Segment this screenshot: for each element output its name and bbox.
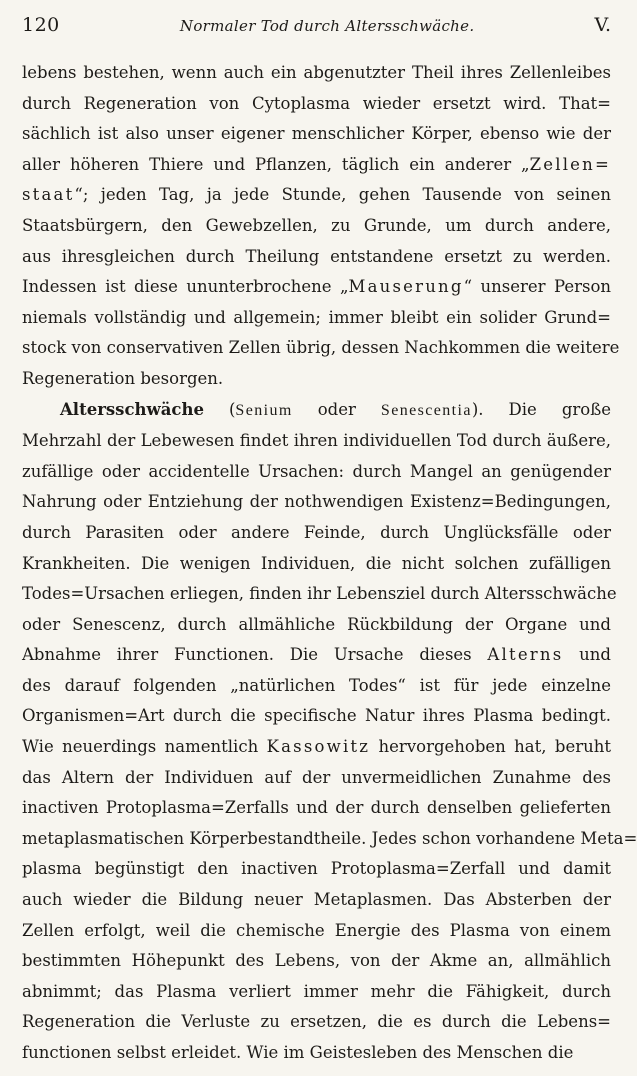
text-segment: ). Die große — [471, 399, 611, 419]
text-line — [22, 854, 611, 885]
page-number: 120 — [22, 14, 60, 36]
text-segment: auch wieder die Bildung neuer Metaplasmen. Das Absterben der — [22, 890, 611, 910]
text-segment: lebens bestehen, wenn auch ein abgenutzter Theil ihres Zellenleibes — [22, 63, 611, 82]
text-segment: durch Parasiten oder andere Feinde, durch Unglücksfälle oder — [22, 522, 611, 542]
text-line — [22, 364, 611, 395]
text-segment: functionen selbst erleidet. Wie im Geistesleben des Menschen die — [22, 1043, 574, 1062]
text-segment: Mehrzahl der Lebewesen findet ihren individuellen Tod durch äußere, — [22, 431, 611, 451]
text-segment: “; jeden Tag, ja jede Stunde, gehen Tausende von seinen — [74, 185, 611, 205]
text-line — [22, 211, 611, 242]
text-segment: aus ihresgleichen durch Theilung entstandene ersetzt zu werden. — [22, 246, 611, 266]
text-segment: hervorgehoben hat, beruht — [370, 737, 612, 757]
text-segment: metaplasmatischen Körperbestandtheile. Jedes schon vorhandene Meta= — [22, 828, 637, 848]
text-line — [22, 303, 611, 334]
text-segment: durch Regeneration von Cytoplasma wieder ersetzt wird. That= — [22, 93, 611, 113]
text-line — [22, 671, 611, 702]
text-line — [22, 272, 611, 303]
text-segment: “ unserer Person — [463, 277, 612, 297]
text-line — [22, 395, 611, 427]
text-segment: Krankheiten. Die wenigen Individuen, die nicht solchen zufälligen — [22, 553, 611, 573]
text-segment: und — [563, 645, 611, 665]
text-line — [22, 1007, 611, 1038]
text-segment: oder Senescenz, durch allmähliche Rückbildung der Organe und — [22, 614, 611, 634]
text-segment: oder — [292, 399, 381, 419]
text-line — [22, 150, 611, 181]
text-line — [22, 333, 620, 364]
text-segment: Indessen ist diese ununterbrochene „ — [22, 277, 349, 297]
text-line — [22, 793, 611, 824]
text-line — [22, 824, 637, 855]
text-segment: sächlich ist also unser eigener menschlicher Körper, ebenso wie der — [22, 124, 611, 144]
page-header — [22, 14, 611, 48]
text-segment: zufällige oder accidentelle Ursachen: durch Mangel an genügender — [22, 461, 611, 481]
spaced-emphasis: Alterns — [487, 645, 564, 665]
latin-term: Senium — [235, 401, 293, 419]
text-segment: bestimmten Höhepunkt des Lebens, von der Akme an, allmählich — [22, 951, 611, 971]
text-segment: Todes=Ursachen erliegen, finden ihr Lebensziel durch Altersschwäche — [22, 584, 617, 604]
text-line — [22, 242, 611, 273]
body-text — [22, 58, 637, 1069]
text-segment: Regeneration die Verluste zu ersetzen, die es durch die Lebens= — [22, 1012, 611, 1032]
text-line — [22, 487, 611, 518]
text-segment: Zellen erfolgt, weil die chemische Energie des Plasma von einem — [22, 920, 611, 940]
text-line — [22, 1038, 611, 1069]
text-segment: abnimmt; das Plasma verliert immer mehr die Fähigkeit, durch — [22, 981, 611, 1001]
spaced-emphasis: Kassowitz — [266, 737, 371, 757]
text-line — [22, 579, 617, 610]
text-segment: Staatsbürgern, den Gewebzellen, zu Grunde, um durch andere, — [22, 215, 611, 235]
text-segment: ( — [203, 399, 236, 419]
text-segment: des darauf folgenden „natürlichen Todes“ ist für jede einzelne — [22, 675, 611, 695]
section-heading: Altersschwäche — [60, 399, 204, 419]
running-title: Normaler Tod durch Altersschwäche. — [179, 17, 475, 35]
text-line — [22, 977, 611, 1008]
text-line — [22, 916, 611, 947]
text-line — [22, 549, 611, 580]
text-line — [22, 457, 611, 488]
text-line — [22, 58, 611, 89]
text-segment: Nahrung oder Entziehung der nothwendigen Existenz=Bedingungen, — [22, 492, 611, 512]
text-segment: das Altern der Individuen auf der unvermeidlichen Zunahme des — [22, 767, 611, 787]
text-line — [22, 640, 611, 671]
text-line — [22, 701, 611, 732]
text-line — [22, 89, 611, 120]
text-line — [22, 518, 611, 549]
text-line — [22, 732, 611, 763]
spaced-emphasis: Mauserung — [348, 277, 464, 297]
text-line — [22, 885, 611, 916]
text-line — [22, 119, 611, 150]
text-line — [22, 610, 611, 641]
text-segment: plasma begünstigt den inactiven Protoplasma=Zerfall und damit — [22, 859, 611, 879]
text-segment: stock von conservativen Zellen übrig, dessen Nachkommen die weitere — [22, 338, 620, 358]
chapter-number: V. — [594, 14, 611, 36]
text-segment: niemals vollständig und allgemein; immer bleibt ein solider Grund= — [22, 307, 611, 327]
text-segment: Abnahme ihrer Functionen. Die Ursache dieses — [22, 645, 488, 665]
text-segment: Organismen=Art durch die specifische Natur ihres Plasma bedingt. — [22, 706, 611, 726]
spaced-emphasis: staat — [22, 185, 75, 205]
text-segment: inactiven Protoplasma=Zerfalls und der durch denselben gelieferten — [22, 798, 611, 818]
text-segment: Wie neuerdings namentlich — [22, 737, 267, 757]
text-segment: Regeneration besorgen. — [22, 368, 224, 388]
text-line — [22, 426, 611, 457]
text-line — [22, 763, 611, 794]
spaced-emphasis: Zellen= — [529, 154, 611, 174]
text-segment: aller höheren Thiere und Pflanzen, täglich ein anderer „ — [22, 154, 530, 174]
text-line — [22, 946, 611, 977]
text-line — [22, 180, 611, 211]
latin-term: Senescentia — [380, 401, 472, 419]
